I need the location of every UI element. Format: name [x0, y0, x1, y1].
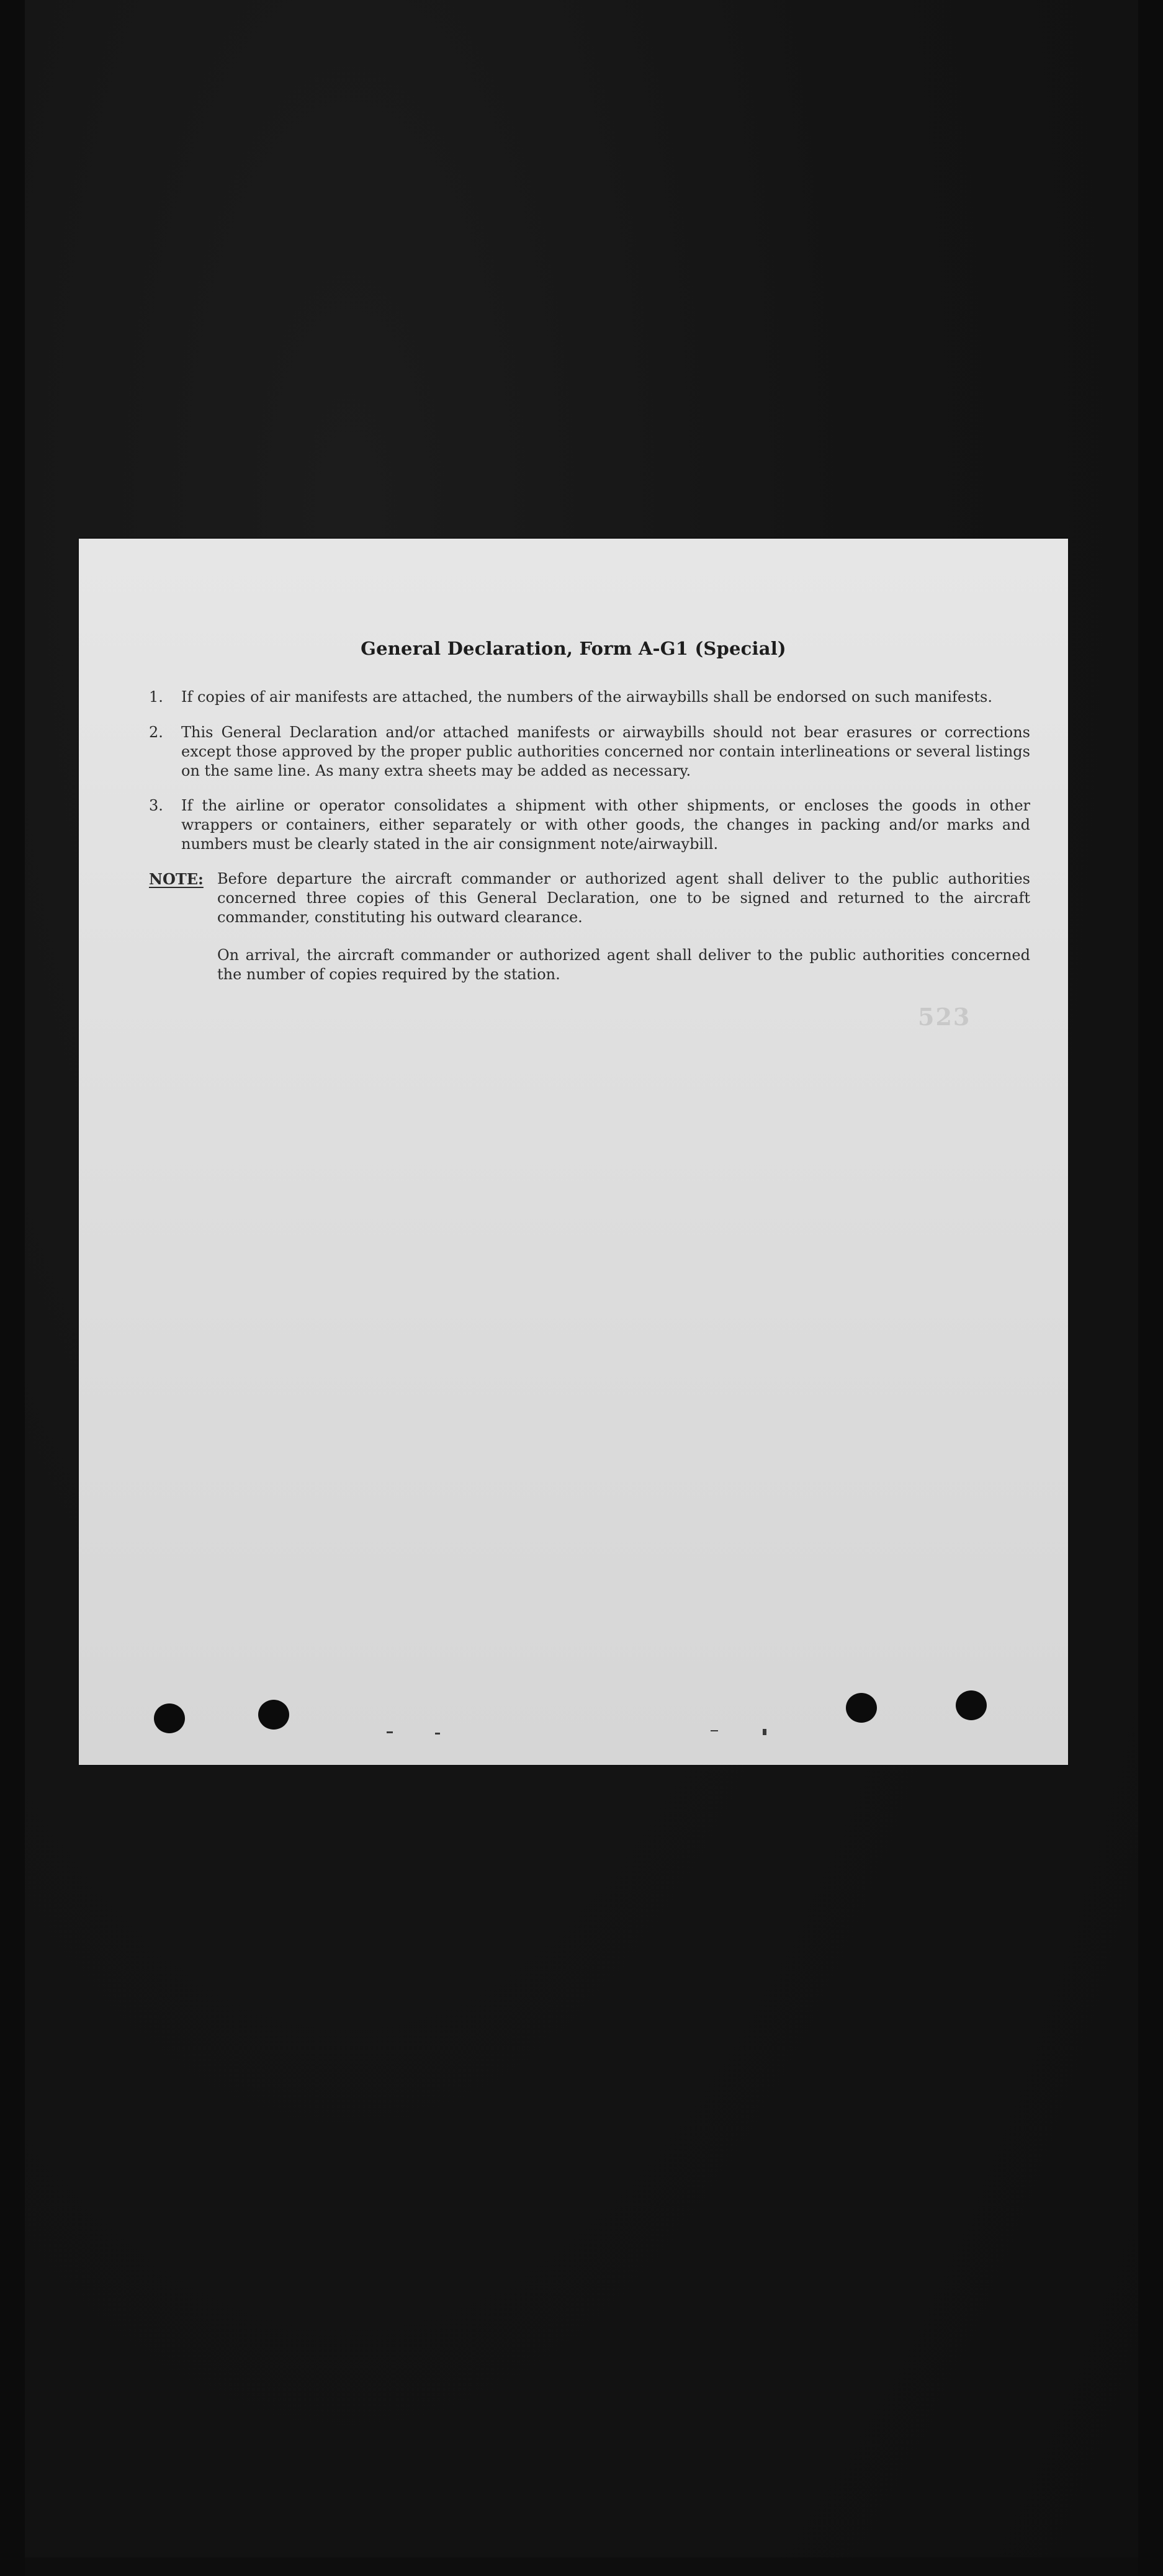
- film-edge-right: [1138, 0, 1163, 2576]
- faint-stamp-number: 523: [918, 1003, 971, 1031]
- list-item: [149, 688, 1030, 707]
- note-label: NOTE:: [149, 870, 204, 888]
- film-edge-left: [0, 0, 25, 2576]
- item-number: 3.: [149, 797, 163, 814]
- scan-speck: [711, 1730, 718, 1731]
- punch-hole: [846, 1693, 877, 1723]
- film-bottom-strip: [25, 2557, 1138, 2576]
- item-text: This General Declaration and/or attached manifests or airwaybills should not bear erasures or corrections except those approved by the proper public authorities concerned nor contain interlineations or several listings on the same line. As many extra sheets may be added as necessary.: [181, 724, 1030, 779]
- item-text: If the airline or operator consolidates a shipment with other shipments, or encloses the goods in other wrappers or containers, either separately or with other goods, the changes in packing and/or marks and numbers must be clearly stated in the air consignment note/airwaybill.: [181, 797, 1030, 853]
- item-number: 1.: [149, 688, 163, 706]
- item-text: If copies of air manifests are attached, the numbers of the airwaybills shall be endorsed on such manifests.: [181, 688, 992, 706]
- punch-hole: [154, 1703, 185, 1733]
- document-title: General Declaration, Form A-G1 (Special): [361, 638, 786, 659]
- note-paragraph: Before departure the aircraft commander or authorized agent shall deliver to the public authorities concerned three copies of this General Declaration, one to be signed and returned to the aircraft commander, constituting his outward clearance.: [217, 870, 1030, 926]
- list-item: [149, 796, 1030, 854]
- note-paragraph: On arrival, the aircraft commander or authorized agent shall deliver to the public authorities concerned the number of copies required by the station.: [217, 946, 1030, 983]
- scan-speck: [435, 1733, 440, 1735]
- note-section: [149, 869, 1030, 984]
- document-page: [79, 539, 1068, 1765]
- punch-hole: [956, 1690, 987, 1720]
- scan-speck: [387, 1731, 393, 1733]
- scan-speck: [763, 1729, 766, 1735]
- punch-hole: [258, 1700, 289, 1730]
- list-item: [149, 723, 1030, 781]
- item-number: 2.: [149, 724, 163, 741]
